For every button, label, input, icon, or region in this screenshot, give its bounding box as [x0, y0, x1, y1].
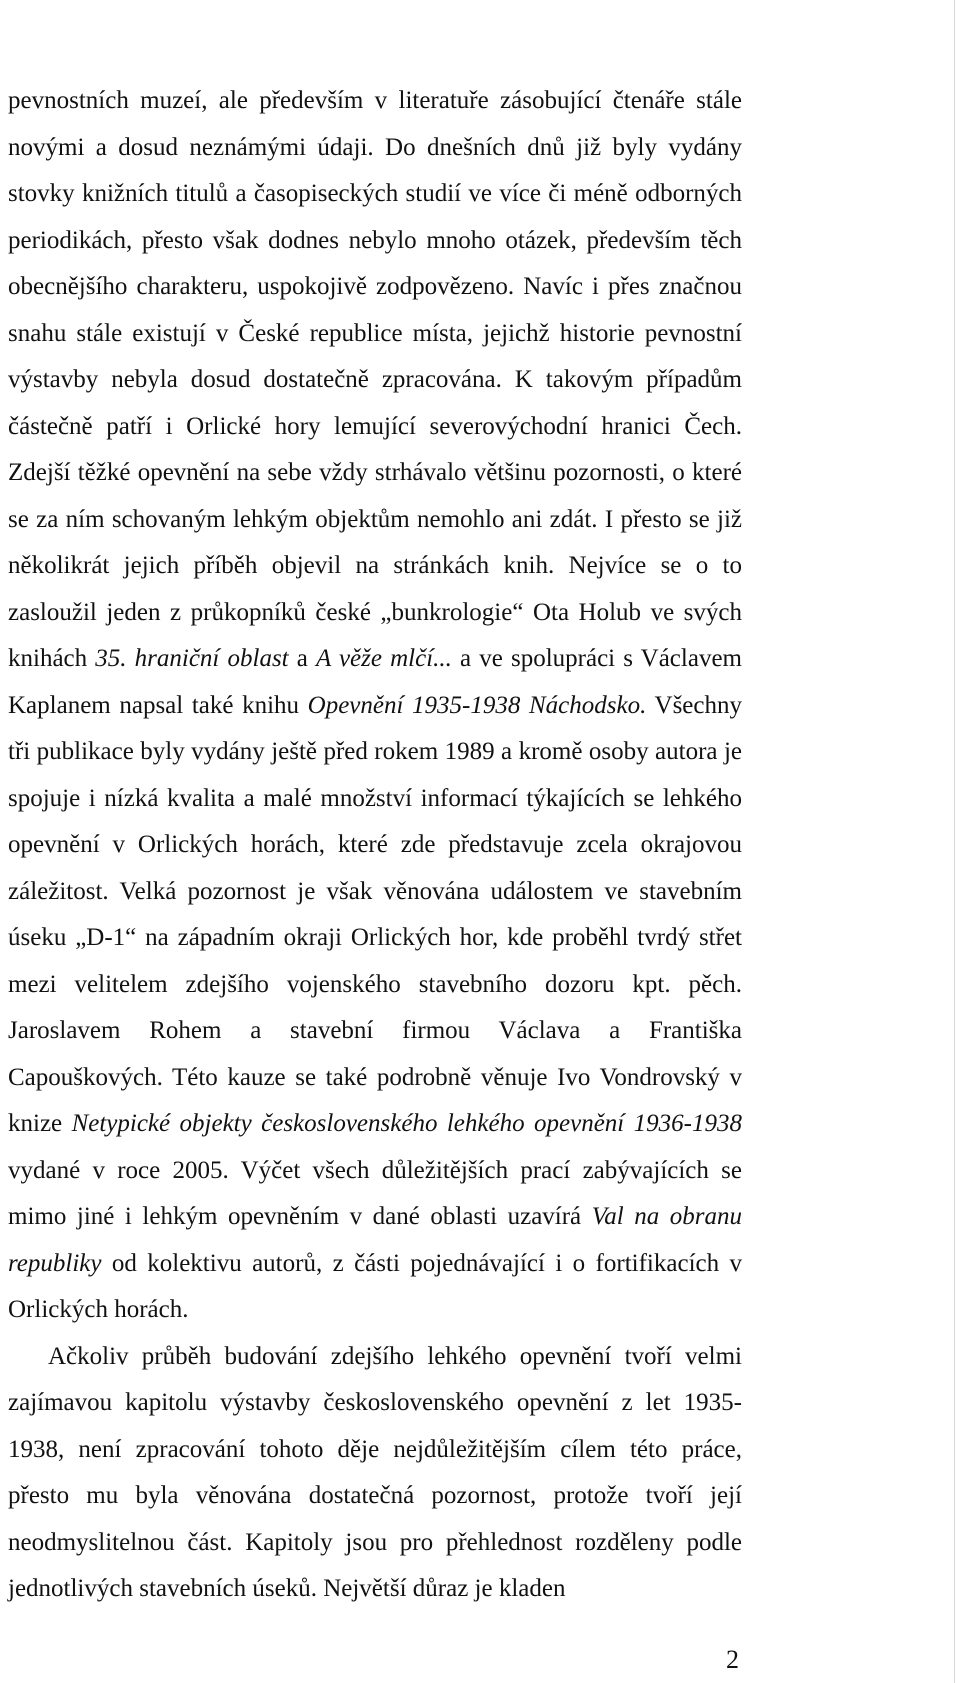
- page-edge-line: [954, 0, 955, 1683]
- paragraph-2: [8, 1334, 742, 1613]
- document-body: [8, 78, 742, 1613]
- paragraph-1: [8, 78, 742, 1334]
- text-run: Všechny tři publikace byly vydány ještě před rokem 1989 a kromě osoby autora je spojuje i nízká kvalita a malé množství informací týkajících se lehkého opevnění v Orlických horách, které zde představuje zcela okrajovou záležitost. Velká pozornost je však věnována událostem ve stavebním úseku „D-1“ na západním okraji Orlických hor, kde proběhl tvrdý střet mezi velitelem zdejšího vojenského stavebního dozoru kpt. pěch. Jaroslavem Rohem a stavební firmou Václava a Františka Capouškových. Této kauze se také podrobně věnuje Ivo Vondrovský v knize: [8, 691, 742, 1137]
- text-run: a ve spolupráci s Václavem Kaplanem napsal také knihu: [8, 645, 742, 719]
- text-run: vydané v roce 2005. Výčet všech důležitějších prací zabývajících se mimo jiné i lehkým opevněním v dané oblasti uzavírá: [8, 1156, 742, 1230]
- text-run: pevnostních muzeí, ale především v literatuře zásobující čtenáře stále novými a dosud neznámými údaji. Do dnešních dnů již byly vydány stovky knižních titulů a časopiseckých studií ve více či méně odborných periodikách, přesto však dodnes nebylo mnoho otázek, především těch obecnějšího charakteru, uspokojivě zodpovězeno. Navíc i přes značnou snahu stále existují v České republice místa, jejichž historie pevnostní výstavby nebyla dosud dostatečně zpracována. K takovým případům částečně patří i Orlické hory lemující severovýchodní hranici Čech. Zdejší těžké opevnění na sebe vždy strhávalo většinu pozornosti, o které se za ním schovaným lehkým objektům nemohlo ani zdát. I přesto se již několikrát jejich příběh objevil na stránkách knih. Nejvíce se o to zasloužil jeden z průkopníků české „bunkrologie“ Ota Holub ve svých knihách: [8, 87, 742, 672]
- book-title-netypicke-objekty: Netypické objekty československého lehkého opevnění 1936-1938: [71, 1110, 742, 1137]
- book-title-a-veze-mlci: A věže mlčí...: [316, 645, 452, 672]
- text-run: od kolektivu autorů, z části pojednávající i o fortifikacích v Orlických horách.: [8, 1249, 742, 1323]
- book-title-val-na-obranu-republiky: Val na obranu republiky: [8, 1203, 742, 1277]
- text-run: a: [288, 645, 316, 672]
- book-title-opevneni-nachodsko: Opevnění 1935-1938 Náchodsko.: [307, 691, 647, 719]
- page-number: 2: [726, 1645, 739, 1674]
- book-title-35-hranicni-oblast: 35. hraniční oblast: [95, 645, 289, 672]
- text-run: Ačkoliv průběh budování zdejšího lehkého opevnění tvoří velmi zajímavou kapitolu výstavby československého opevnění z let 1935-1938, není zpracování tohoto děje nejdůležitějším cílem této práce, přesto mu byla věnována dostatečná pozornost, protože tvoří její neodmyslitelnou část. Kapitoly jsou pro přehlednost rozděleny podle jednotlivých stavebních úseků. Největší důraz je kladen: [8, 1342, 742, 1602]
